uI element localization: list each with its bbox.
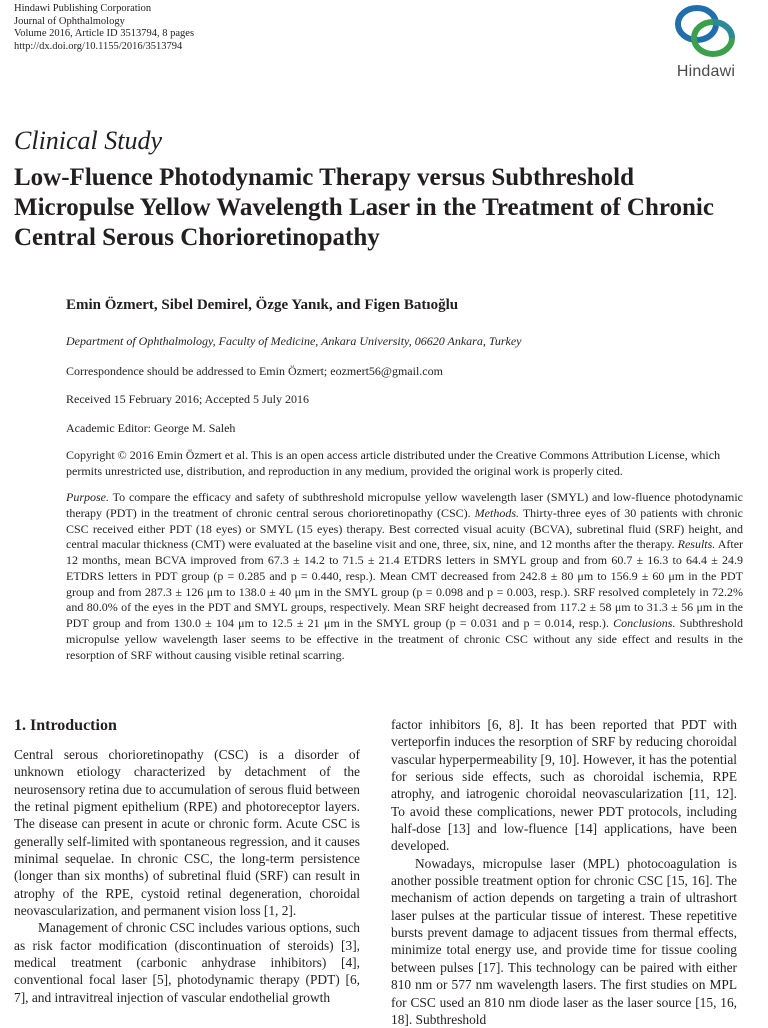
body-paragraph: factor inhibitors [6, 8]. It has been reported that PDT with verteporfin induces the resorption of SRF by reducing choroidal vascular hyperpermeability [9, 10]. However, it has the potential for serious side effects, such as choroidal ischemia, RPE atrophy, and iatrogenic choroidal neovascularization [11, 12]. To avoid these complications, newer PDT protocols, including half-dose [13] and low-fluence [14] applications, have been developed.: [391, 717, 737, 854]
publisher-name: Hindawi Publishing Corporation: [14, 3, 152, 14]
body-paragraph: Nowadays, micropulse laser (MPL) photocoagulation is another possible treatment option for chronic CSC [15, 16]. The mechanism of action depends on targeting a train of ultrashort laser pulses at the particular tissue of interest. These repetitive bursts prevent damage to adjacent tissues from thermal effects, minimize total energy use, and provide time for tissue cooling between pulses [17]. This technology can be paired with either 810 nm or 577 nm wavelength lasers. The first studies on MPL for CSC used an 810 nm diode laser as the laser source [15, 16, 18]. Subthreshold: [391, 855, 737, 1027]
volume-info: Volume 2016, Article ID 3513794, 8 pages: [14, 28, 195, 39]
article-type: Clinical Study: [14, 126, 163, 155]
logo-wordmark: Hindawi: [676, 63, 736, 80]
abstract-conclusions: Subthreshold micropulse yellow wavelength laser seems to be effective in the treatment of chronic CSC without any side effect and results in the resorption of SRF without causing visible retinal scarring.: [66, 616, 743, 662]
abstract-conclusions-label: Conclusions.: [613, 616, 676, 630]
abstract-purpose-label: Purpose.: [66, 490, 109, 504]
abstract-methods-label: Methods.: [474, 505, 519, 520]
body-paragraph: Management of chronic CSC includes various options, such as risk factor modification (discontinuation of steroids) [3], medical treatment (carbonic anhydrase inhibitors) [4], conventional focal laser [5], photodynamic therapy (PDT) [6, 7], and intravitreal injection of vascular endothelial growth: [14, 920, 360, 1005]
abstract-results: After 12 months, mean BCVA improved from 67.3 ± 14.2 to 71.5 ± 21.4 ETDRS letters in SMYL group and from 60.7 ± 16.3 to 64.4 ± 24.9 ETDRS letters in PDT group (p = 0.285 and p = 0.440, resp.). Mean CMT decreased from 242.8 ± 80 μm to 156.9 ± 60 μm in the PDT group and from 287.3 ± 126 μm to 138.0 ± 40 μm in the SMYL group (p = 0.098 and p = 0.003, resp.). SRF resolved completely in 72.2% and 80.0% of the eyes in the PDT and SMYL groups, respectively. Mean SRF height decreased from 117.2 ± 58 μm to 31.3 ± 56 μm in the PDT group and from 130.0 ± 104 μm to 12.5 ± 21 μm in the SMYL group (p = 0.031 and p = 0.014, resp.).: [66, 537, 744, 630]
abstract: [66, 490, 743, 663]
hindawi-logo-icon: [673, 4, 737, 60]
author-list: Emin Özmert, Sibel Demirel, Özge Yanık, and Figen Batıoğlu: [66, 297, 459, 313]
abstract-purpose: To compare the efficacy and safety of subthreshold micropulse yellow wavelength laser (SMYL) and low-fluence photodynamic therapy (PDT) in the treatment of chronic central serous chorioretinopathy (CSC).: [66, 490, 743, 520]
section-heading-introduction: 1. Introduction: [14, 717, 117, 734]
journal-name: Journal of Ophthalmology: [14, 15, 125, 27]
hindawi-logo[interactable]: [664, 4, 748, 84]
copyright-notice: Copyright © 2016 Emin Özmert et al. This is an open access article distributed under the Creative Commons Attribution License, which permits unrestricted use, distribution, and reproduction in any medium, provided the original work is properly cited.: [66, 448, 721, 479]
journal-header: [14, 3, 194, 53]
affiliation: Department of Ophthalmology, Faculty of Medicine, Ankara University, 06620 Ankara, Turkey: [66, 334, 522, 348]
article-title: Low-Fluence Photodynamic Therapy versus Subthreshold Micropulse Yellow Wavelength Laser in the Treatment of Chronic Central Serous Chorioretinopathy: [14, 164, 714, 251]
received-accepted-dates: Received 15 February 2016; Accepted 5 July 2016: [66, 392, 309, 406]
abstract-results-label: Results.: [677, 537, 716, 552]
body-column-left: [14, 716, 360, 1006]
abstract-methods: Thirty-three eyes of 30 patients with chronic CSC received either PDT (18 eyes) or SMYL (15 eyes) therapy. Best corrected visual acuity (BCVA), subretinal fluid (SRF) height, and central macular thickness (CMT) were evaluated at the baseline visit and one, three, six, nine, and 12 months after the therapy.: [66, 505, 744, 552]
correspondence: Correspondence should be addressed to Emin Özmert; eozmert56@gmail.com: [66, 364, 443, 378]
academic-editor: Academic Editor: George M. Saleh: [66, 421, 236, 435]
body-column-right: [391, 716, 737, 1028]
doi-link[interactable]: http://dx.doi.org/10.1155/2016/3513794: [14, 40, 183, 52]
body-paragraph: Central serous chorioretinopathy (CSC) is a disorder of unknown etiology characterized by detachment of the neurosensory retina due to accumulation of serous fluid between the retinal pigment epithelium (RPE) and photoreceptor layers. The disease can present in acute or chronic form. Acute CSC is generally self-limited with spontaneous regression, and it causes minimal sequelae. In chronic CSC, the long-term persistence (longer than six months) of subretinal fluid (SRF) can result in atrophy of the RPE, cystoid retinal degeneration, choroidal neovascularization, and permanent vision loss [1, 2].: [14, 747, 360, 919]
